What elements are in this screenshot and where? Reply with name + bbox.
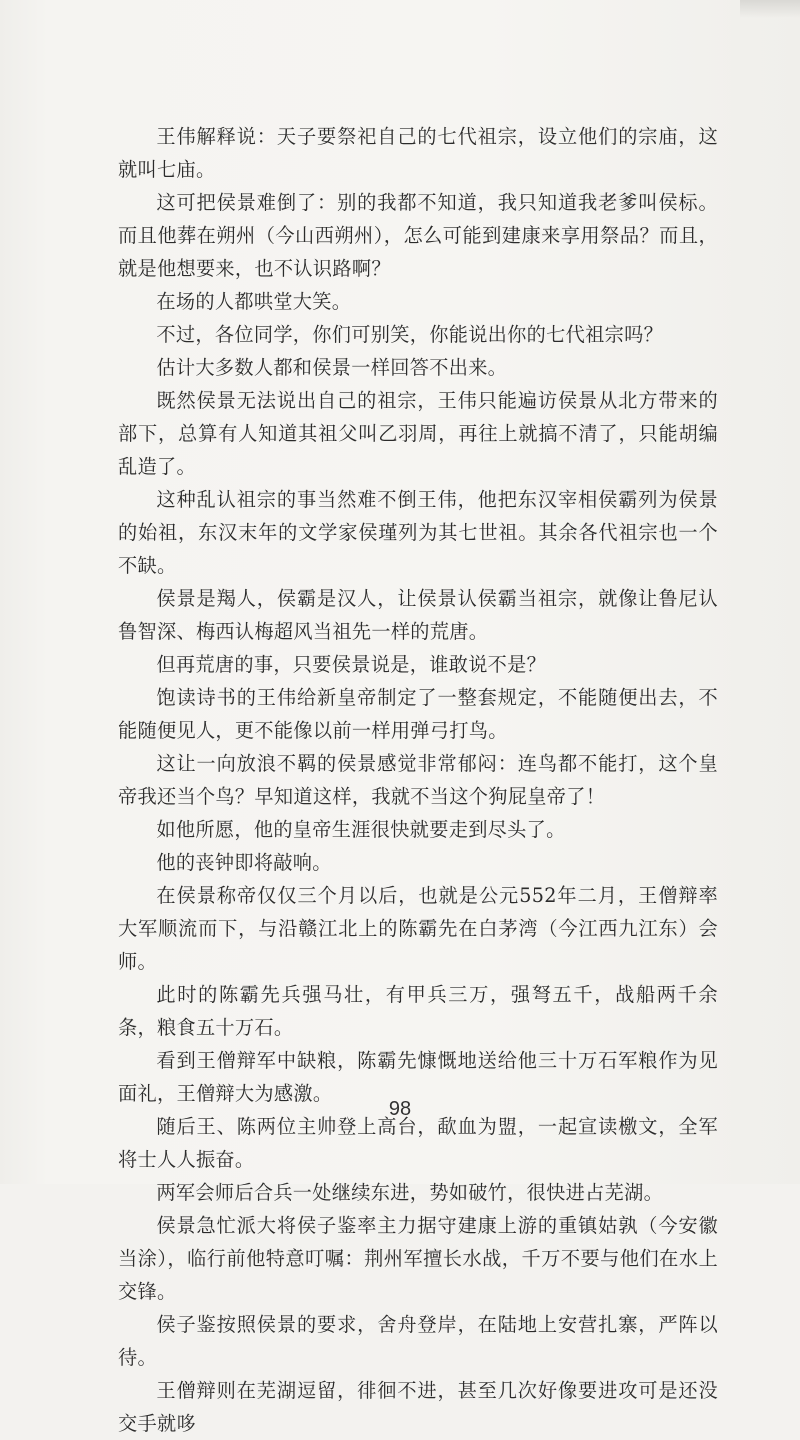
paragraph: 两军会师后合兵一处继续东进，势如破竹，很快进占芜湖。 [156,1181,664,1204]
paragraph: 此时的陈霸先兵强马壮，有甲兵三万，强弩五千，战船两千余条，粮食五十万石。 [118,983,718,1039]
body-text [118,120,718,1440]
paragraph: 但再荒唐的事，只要侯景说是，谁敢说不是？ [156,653,547,676]
paragraph: 王僧辩则在芜湖逗留，徘徊不进，甚至几次好像要进攻可是还没交手就哆 [118,1379,718,1435]
paragraph: 这让一向放浪不羁的侯景感觉非常郁闷：连鸟都不能打，这个皇帝我还当个鸟？早知道这样，我就不当这个狗屁皇帝了！ [118,752,718,808]
page-corner-shadow [740,0,800,18]
paragraph: 这种乱认祖宗的事当然难不倒王伟，他把东汉宰相侯霸列为侯景的始祖，东汉末年的文学家侯瑾列为其七世祖。其余各代祖宗也一个不缺。 [118,488,718,577]
paragraph: 估计大多数人都和侯景一样回答不出来。 [156,356,508,379]
paragraph: 在场的人都哄堂大笑。 [156,290,352,313]
paragraph: 这可把侯景难倒了：别的我都不知道，我只知道我老爹叫侯标。而且他葬在朔州（今山西朔州），怎么可能到建康来享用祭品？而且，就是他想要来，也不认识路啊？ [118,191,718,280]
page-number: 98 [388,1098,412,1120]
paragraph: 不过，各位同学，你们可别笑，你能说出你的七代祖宗吗？ [156,323,664,346]
paragraph: 随后王、陈两位主帅登上高台，歃血为盟，一起宣读檄文，全军将士人人振奋。 [118,1115,718,1171]
paragraph: 既然侯景无法说出自己的祖宗，王伟只能遍访侯景从北方带来的部下，总算有人知道其祖父叫乙羽周，再往上就搞不清了，只能胡编乱造了。 [118,389,718,478]
paragraph: 如他所愿，他的皇帝生涯很快就要走到尽头了。 [156,818,566,841]
paragraph: 看到王僧辩军中缺粮，陈霸先慷慨地送给他三十万石军粮作为见面礼，王僧辩大为感激。 [118,1049,718,1105]
paragraph: 饱读诗书的王伟给新皇帝制定了一整套规定，不能随便出去，不能随便见人，更不能像以前一样用弹弓打鸟。 [118,686,718,742]
paragraph: 在侯景称帝仅仅三个月以后，也就是公元552年二月，王僧辩率大军顺流而下，与沿赣江北上的陈霸先在白茅湾（今江西九江东）会师。 [118,884,718,973]
paragraph: 侯子鉴按照侯景的要求，舍舟登岸，在陆地上安营扎寨，严阵以待。 [118,1313,718,1369]
paragraph: 王伟解释说：天子要祭祀自己的七代祖宗，设立他们的宗庙，这就叫七庙。 [118,125,718,181]
paragraph: 侯景是羯人，侯霸是汉人，让侯景认侯霸当祖宗，就像让鲁尼认鲁智深、梅西认梅超风当祖先一样的荒唐。 [118,587,718,643]
paragraph: 他的丧钟即将敲响。 [156,851,332,874]
paragraph: 侯景急忙派大将侯子鉴率主力据守建康上游的重镇姑孰（今安徽当涂），临行前他特意叮嘱：荆州军擅长水战，千万不要与他们在水上交锋。 [118,1214,718,1303]
